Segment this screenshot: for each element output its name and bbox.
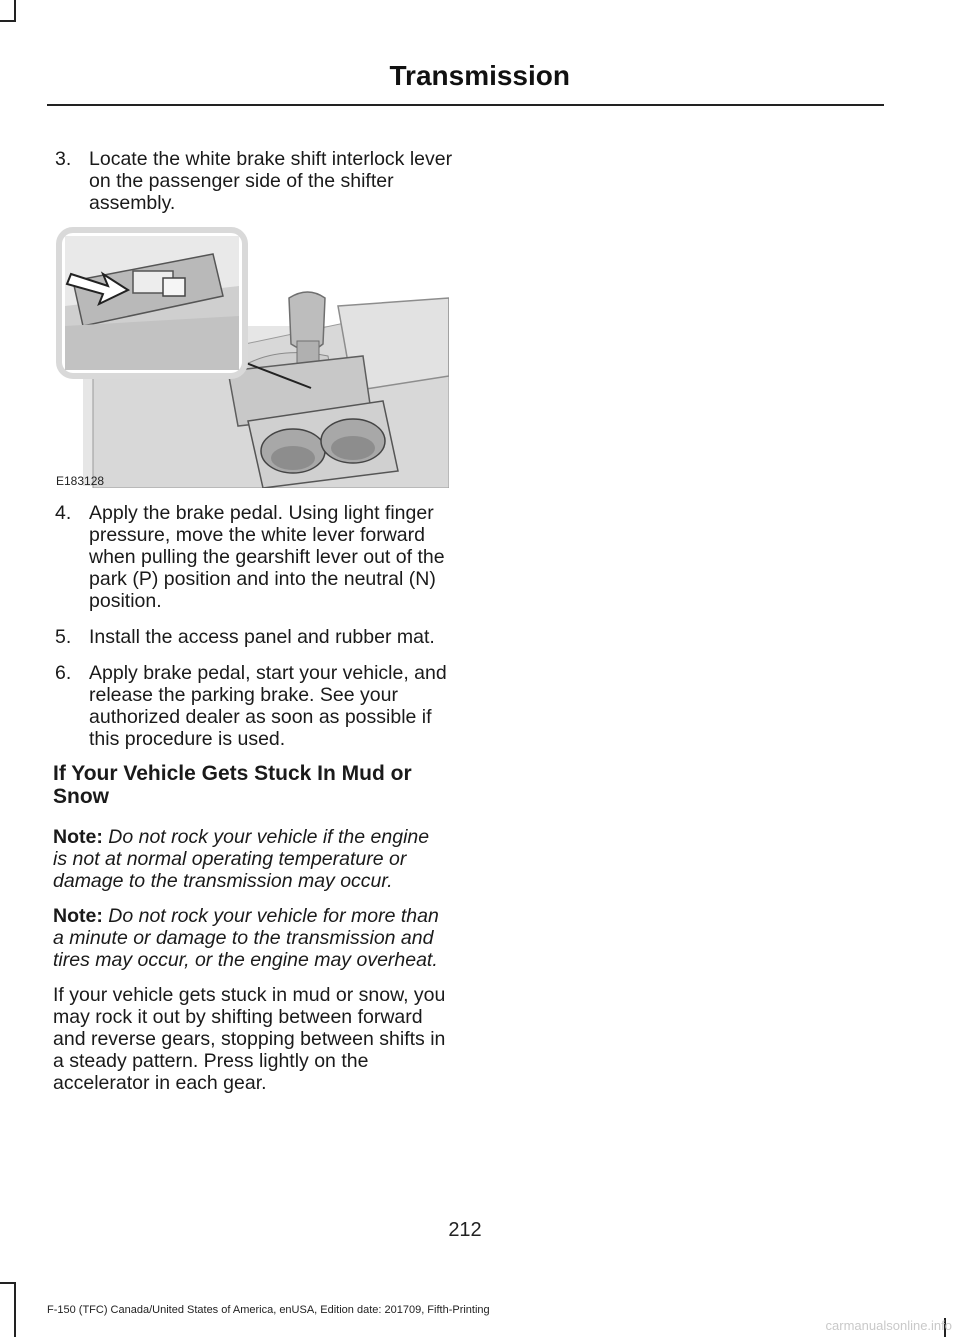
step-number: 5. [55,626,72,648]
crop-mark [0,20,16,22]
shifter-diagram [53,226,449,488]
crop-mark [0,1282,16,1284]
step-item [53,502,453,612]
step-text: Install the access panel and rubber mat. [89,626,435,648]
step-number: 3. [55,148,72,170]
step-number: 4. [55,502,72,524]
step-number: 6. [55,662,72,684]
note-text: Do not rock your vehicle if the engine is not at normal operating temperature or damage to the transmission may occur. [53,826,430,892]
step-item [53,662,453,750]
section-heading: If Your Vehicle Gets Stuck In Mud or Snow [53,762,412,808]
note-text: Do not rock your vehicle for more than a minute or damage to the transmission and tires may occur, or the engine may overheat. [53,905,439,971]
crop-mark [14,0,16,20]
note [53,905,448,971]
shifter-illustration [53,226,449,488]
steps-bottom [53,502,453,764]
steps-top [53,148,453,228]
crop-mark [14,1282,16,1337]
step-text: Locate the white brake shift interlock lever on the passenger side of the shifter assembly. [89,148,453,214]
page-title: Transmission [389,60,570,91]
note-label: Note: [53,826,103,848]
step-text: Apply brake pedal, start your vehicle, and release the parking brake. See your authorized dealer as soon as possible if this procedure is used. [89,662,447,750]
step-item [53,148,453,214]
page-number: 212 [448,1219,482,1241]
footer-text: F-150 (TFC) Canada/United States of America, enUSA, Edition date: 201709, Fifth-Printing [47,1304,490,1316]
body-paragraph: If your vehicle gets stuck in mud or snow, you may rock it out by shifting between forward and reverse gears, stopping between shifts in a steady pattern. Press lightly on the accelerator in each gear. [53,984,446,1094]
note-label: Note: [53,905,103,927]
step-item [53,626,453,648]
step-text: Apply the brake pedal. Using light finger pressure, move the white lever forward when pulling the gearshift lever out of the park (P) position and into the neutral (N) position. [89,502,445,612]
note [53,826,448,892]
mud-snow-section [53,762,448,1094]
watermark: carmanualsonline.info [825,1318,952,1333]
header-divider [47,104,884,106]
figure-code: E183128 [56,474,105,488]
